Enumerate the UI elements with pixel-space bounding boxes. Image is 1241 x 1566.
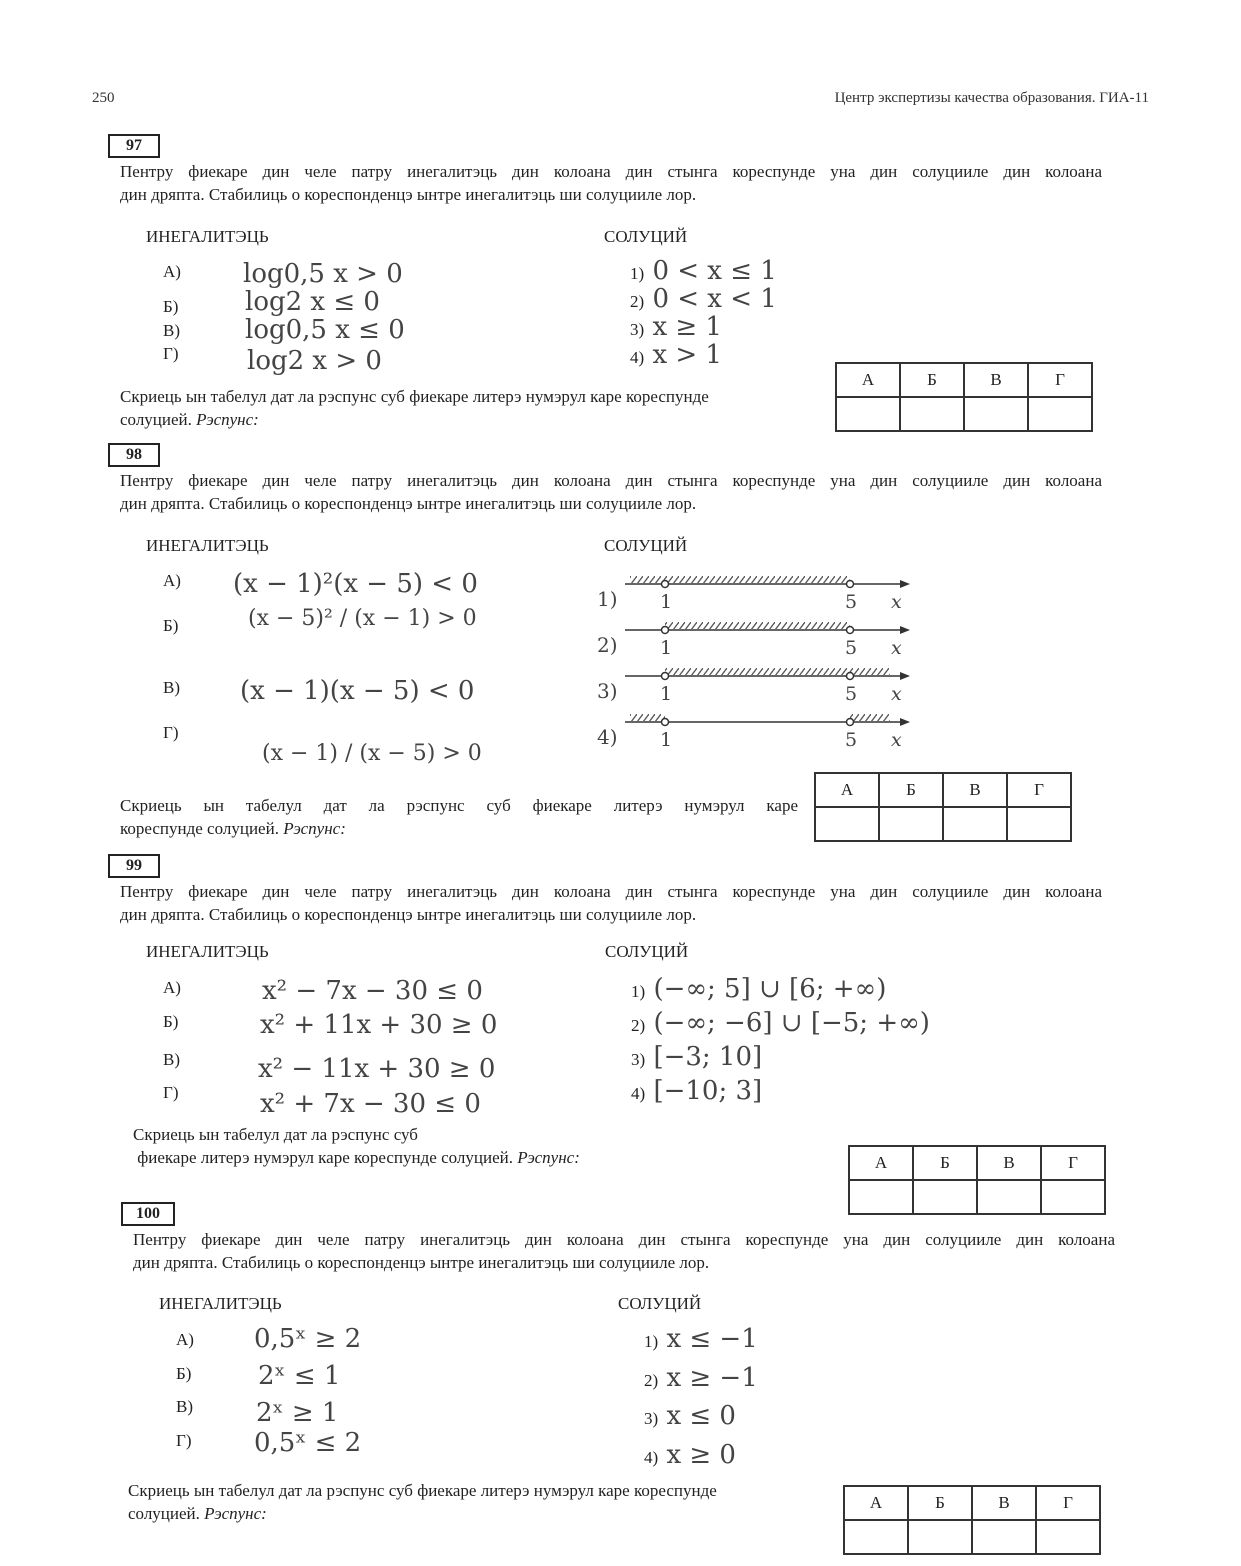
- svg-text:1: 1: [660, 637, 673, 659]
- page-number: 250: [92, 90, 115, 106]
- answer-instruction-99: Скриець ын табелул дат ла рэспунс суб фиекаре литерэ нумэрул каре кореспунде солуцией. Рэспунс:: [133, 1125, 580, 1167]
- solution-1: 1) 0 < x ≤ 1: [630, 256, 777, 286]
- inequality-v: 2ˣ ≥ 1: [256, 1398, 339, 1428]
- grid-header-g: Г: [1007, 773, 1071, 807]
- inequality-b: x² + 11x + 30 ≥ 0: [260, 1010, 498, 1040]
- grid-header-v: В: [964, 363, 1028, 397]
- grid-header-b: Б: [913, 1146, 977, 1180]
- inequality-a: log0,5 x > 0: [243, 259, 403, 289]
- answer-cell-b[interactable]: [908, 1520, 972, 1554]
- grid-header-g: Г: [1041, 1146, 1105, 1180]
- svg-text:5: 5: [845, 637, 858, 659]
- solution-4: 4) x ≥ 0: [644, 1440, 736, 1470]
- grid-header-a: А: [849, 1146, 913, 1180]
- svg-text:1: 1: [660, 729, 673, 751]
- answer-cell-a[interactable]: [836, 397, 900, 431]
- solutions-heading: СОЛУЦИЙ: [604, 536, 688, 555]
- grid-header-v: В: [972, 1486, 1036, 1520]
- letter-b: Б): [163, 297, 179, 316]
- answer-grid-100: [843, 1485, 1101, 1555]
- grid-header-v: В: [943, 773, 1007, 807]
- answer-instruction-100: Скриець ын табелул дат ла рэспунс суб фиекаре литерэ нумэрул каре кореспунде солуцией. Рэспунс:: [128, 1481, 717, 1523]
- answer-cell-v[interactable]: [977, 1180, 1041, 1214]
- solutions-heading: СОЛУЦИЙ: [605, 942, 689, 961]
- answer-cell-b[interactable]: [879, 807, 943, 841]
- svg-text:1): 1): [597, 587, 618, 611]
- inequality-v: (x − 1)(x − 5) < 0: [240, 676, 475, 706]
- inequalities-heading: ИНЕГАЛИТЭЦЬ: [159, 1294, 282, 1313]
- letter-v: В): [163, 678, 180, 697]
- svg-text:x: x: [891, 637, 902, 659]
- svg-text:x: x: [891, 729, 902, 751]
- svg-text:2): 2): [597, 633, 618, 657]
- number-line-4: [597, 714, 910, 751]
- grid-header-a: А: [815, 773, 879, 807]
- letter-a: А): [163, 571, 181, 590]
- inequalities-heading: ИНЕГАЛИТЭЦЬ: [146, 536, 269, 555]
- grid-header-a: А: [836, 363, 900, 397]
- inequality-b: log2 x ≤ 0: [245, 287, 380, 317]
- solution-2: 2) 0 < x < 1: [630, 284, 777, 314]
- instruction-line-2: дин дряпта. Стабилиць о кореспонденцэ ынтре инегалитэць ши солуцииле лор.: [120, 185, 697, 204]
- grid-header-b: Б: [900, 363, 964, 397]
- solution-3: 3) [−3; 10]: [631, 1042, 763, 1072]
- inequality-a: 0,5ˣ ≥ 2: [254, 1324, 362, 1354]
- task-99-instruction: Пентру фиекаре дин челе патру инегалитэць дин колоана дин стынга кореспунде уна дин солуцииле дин колоана дин дряпта. Стабилиць о кореспонденцэ ынтре инегалитэць ши солуцииле лор.: [120, 882, 1102, 924]
- answer-grid-98: [814, 772, 1072, 842]
- answer-cell-g[interactable]: [1041, 1180, 1105, 1214]
- svg-text:5: 5: [845, 683, 858, 705]
- task-98-instruction: Пентру фиекаре дин челе патру инегалитэць дин колоана дин стынга кореспунде уна дин солуцииле дин колоана дин дряпта. Стабилиць о кореспонденцэ ынтре инегалитэць ши солуцииле лор.: [120, 471, 1102, 513]
- letter-a: А): [163, 262, 181, 281]
- inequality-b: (x − 5)² / (x − 1) > 0: [248, 606, 477, 631]
- answer-cell-g[interactable]: [1036, 1520, 1100, 1554]
- letter-g: Г): [163, 1083, 179, 1102]
- letter-a: А): [163, 978, 181, 997]
- svg-text:5: 5: [845, 591, 858, 613]
- grid-header-v: В: [977, 1146, 1041, 1180]
- svg-text:5: 5: [845, 729, 858, 751]
- letter-g: Г): [163, 723, 179, 742]
- number-lines: [595, 568, 925, 753]
- inequality-g: log2 x > 0: [247, 346, 382, 376]
- answer-cell-v[interactable]: [943, 807, 1007, 841]
- solution-1: 1) x ≤ −1: [644, 1324, 758, 1354]
- solution-2: 2) (−∞; −6] ∪ [−5; +∞): [631, 1008, 930, 1038]
- task-97-instruction: [120, 160, 1102, 206]
- running-header: Центр экспертизы качества образования. ГИА-11: [834, 90, 1149, 106]
- instruction-line-1: Пентру фиекаре дин челе патру инегалитэць дин колоана дин стынга кореспунде уна дин солуцииле дин колоана: [120, 162, 1102, 181]
- solutions-heading: СОЛУЦИЙ: [618, 1294, 702, 1313]
- answer-cell-b[interactable]: [900, 397, 964, 431]
- solution-1: 1) (−∞; 5] ∪ [6; +∞): [631, 974, 887, 1004]
- inequality-b: 2ˣ ≤ 1: [258, 1361, 341, 1391]
- grid-header-a: А: [844, 1486, 908, 1520]
- inequality-g: 0,5ˣ ≤ 2: [254, 1428, 362, 1458]
- letter-v: В): [163, 1050, 180, 1069]
- svg-text:4): 4): [597, 725, 618, 749]
- number-line-3: [597, 668, 910, 705]
- letter-b: Б): [163, 616, 179, 635]
- answer-instruction-98: Скриець ын табелул дат ла рэспунс суб фиекаре литерэ нумэрул каре кореспунде солуцией. Рэспунс:: [120, 796, 798, 838]
- inequality-g: x² + 7x − 30 ≤ 0: [260, 1089, 481, 1119]
- number-line-1: [597, 576, 910, 613]
- answer-cell-a[interactable]: [815, 807, 879, 841]
- letter-g: Г): [176, 1431, 192, 1450]
- svg-text:1: 1: [660, 591, 673, 613]
- solution-3: 3) x ≥ 1: [630, 312, 722, 342]
- grid-header-g: Г: [1028, 363, 1092, 397]
- task-number-98: 98: [108, 443, 160, 467]
- solution-4: 4) [−10; 3]: [631, 1076, 763, 1106]
- letter-a: А): [176, 1330, 194, 1349]
- solutions-heading: СОЛУЦИЙ: [604, 227, 688, 246]
- answer-cell-g[interactable]: [1028, 397, 1092, 431]
- answer-grid-99: [848, 1145, 1106, 1215]
- answer-cell-a[interactable]: [844, 1520, 908, 1554]
- task-number-97: 97: [108, 134, 160, 158]
- inequality-a: (x − 1)²(x − 5) < 0: [233, 569, 478, 599]
- answer-cell-b[interactable]: [913, 1180, 977, 1214]
- letter-v: В): [176, 1397, 193, 1416]
- number-line-2: [597, 622, 910, 659]
- svg-text:x: x: [891, 591, 902, 613]
- letter-v: В): [163, 321, 180, 340]
- inequality-v: log0,5 x ≤ 0: [245, 315, 405, 345]
- answer-cell-g[interactable]: [1007, 807, 1071, 841]
- answer-cell-a[interactable]: [849, 1180, 913, 1214]
- inequalities-heading: ИНЕГАЛИТЭЦЬ: [146, 942, 269, 961]
- task-number-100: 100: [121, 1202, 175, 1226]
- letter-b: Б): [163, 1012, 179, 1031]
- svg-text:1: 1: [660, 683, 673, 705]
- solution-4: 4) x > 1: [630, 340, 722, 370]
- svg-text:3): 3): [597, 679, 618, 703]
- inequality-v: x² − 11x + 30 ≥ 0: [258, 1054, 496, 1084]
- answer-instruction-97: Скриець ын табелул дат ла рэспунс суб фиекаре литерэ нумэрул каре кореспунде солуцией. Рэспунс:: [120, 387, 709, 429]
- grid-header-b: Б: [879, 773, 943, 807]
- inequality-a: x² − 7x − 30 ≤ 0: [262, 976, 483, 1006]
- inequality-g: (x − 1) / (x − 5) > 0: [262, 741, 482, 766]
- task-number-99: 99: [108, 854, 160, 878]
- answer-grid-97: [835, 362, 1093, 432]
- answer-cell-v[interactable]: [972, 1520, 1036, 1554]
- inequalities-heading: ИНЕГАЛИТЭЦЬ: [146, 227, 269, 246]
- grid-header-g: Г: [1036, 1486, 1100, 1520]
- solution-3: 3) x ≤ 0: [644, 1401, 736, 1431]
- grid-header-b: Б: [908, 1486, 972, 1520]
- task-100-instruction: Пентру фиекаре дин челе патру инегалитэць дин колоана дин стынга кореспунде уна дин солуцииле дин колоана дин дряпта. Стабилиць о кореспонденцэ ынтре инегалитэць ши солуцииле лор.: [133, 1230, 1115, 1272]
- letter-b: Б): [176, 1364, 192, 1383]
- letter-g: Г): [163, 344, 179, 363]
- svg-text:x: x: [891, 683, 902, 705]
- solution-2: 2) x ≥ −1: [644, 1363, 758, 1393]
- answer-cell-v[interactable]: [964, 397, 1028, 431]
